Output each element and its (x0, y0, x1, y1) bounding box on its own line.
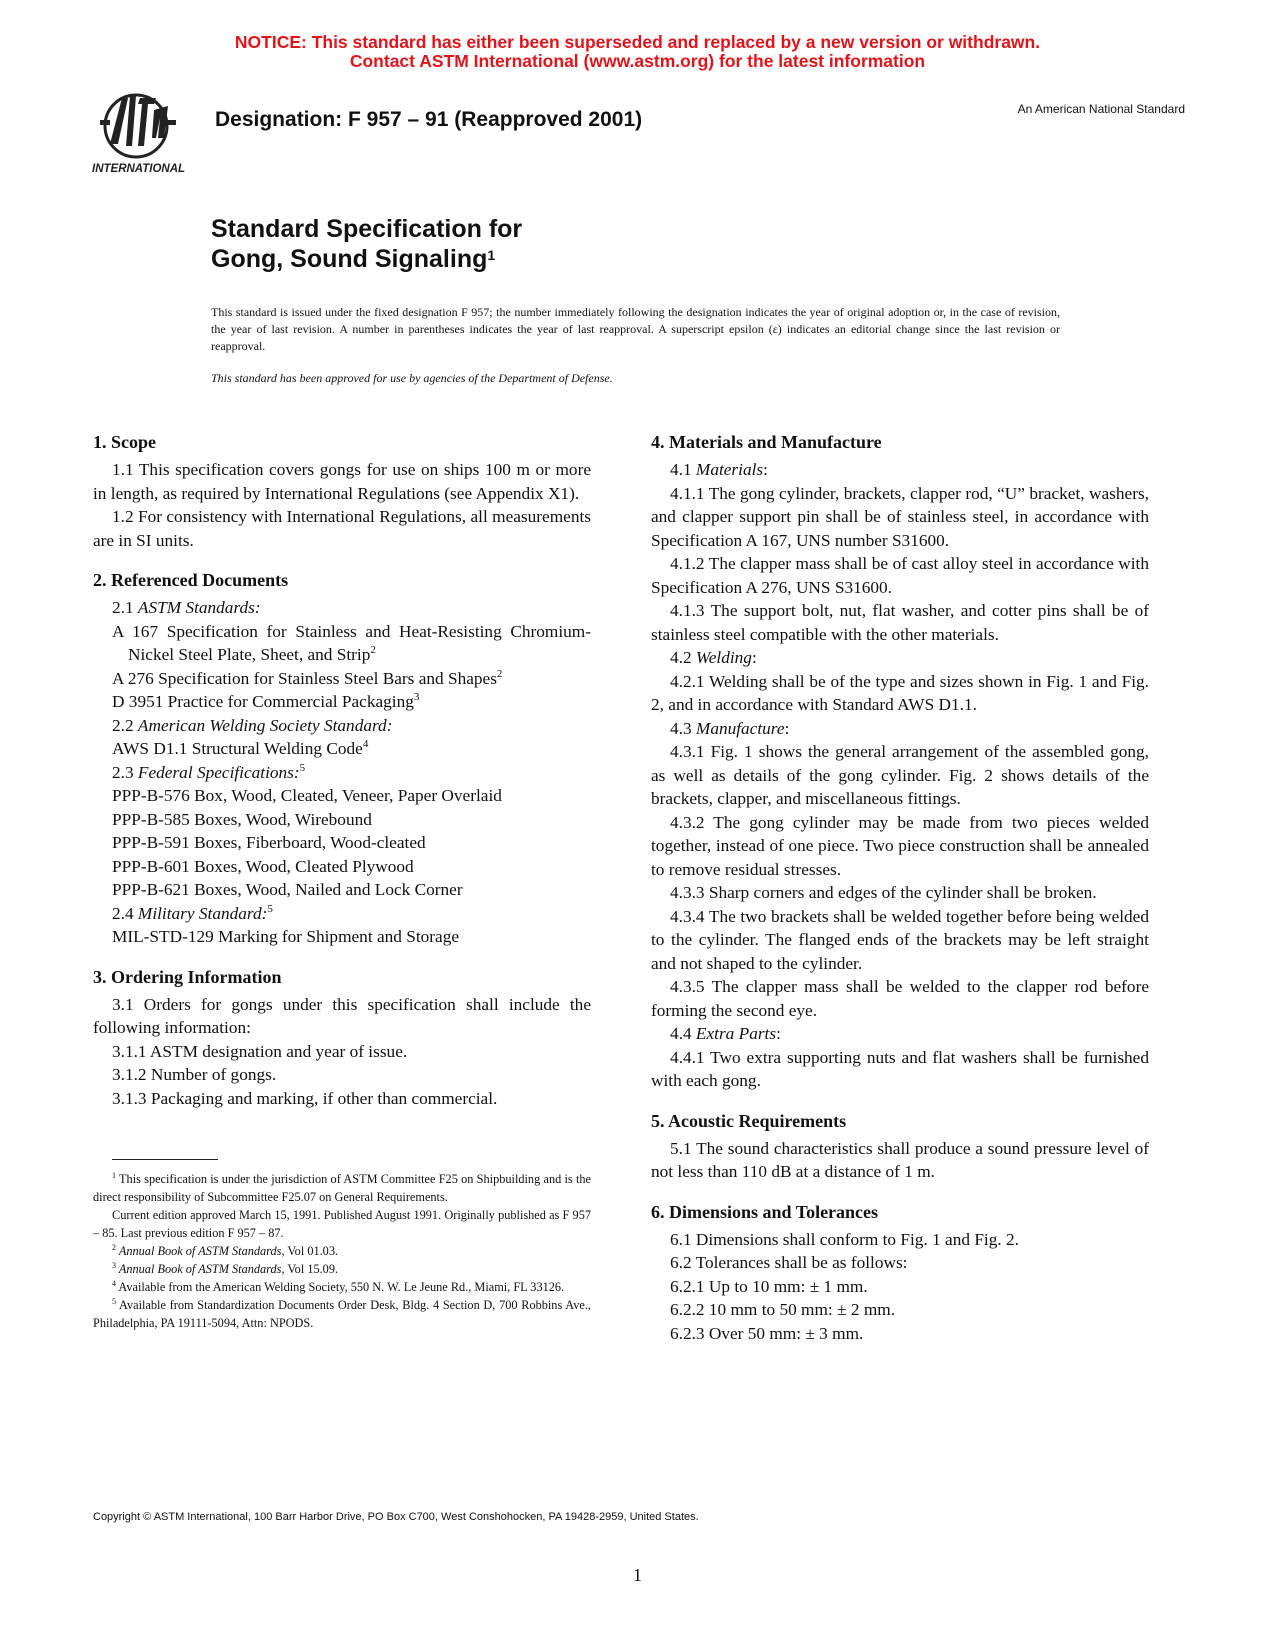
paragraph: 4.1.2 The clapper mass shall be of cast alloy steel in accordance with Specification A 276, UNS S31600. (651, 554, 1149, 597)
paragraph: 4.3.5 The clapper mass shall be welded to the clapper rod before forming the second eye. (651, 977, 1149, 1020)
paragraph: 4.3.4 The two brackets shall be welded together before being welded to the cylinder. The flanged ends of the brackets may be left straight and not shaped to the cylinder. (651, 906, 1149, 973)
footnote: Current edition approved March 15, 1991. Published August 1991. Originally published as F 957 – 85. Last previous edition F 957 – 87. (93, 1208, 591, 1240)
footnote: $^3$ Annual Book of ASTM Standards, Vol 15.09. (112, 1260, 339, 1276)
subsection: 4.4 Extra Parts: (670, 1024, 781, 1043)
designation: Designation: F 957 – 91 (Reapproved 2001) (215, 108, 643, 131)
dod-approval-note: This standard has been approved for use by agencies of the Department of Defense. (211, 371, 613, 385)
paragraph: 6.2.1 Up to 10 mm: ± 1 mm. (670, 1276, 868, 1296)
section-heading: 3. Ordering Information (93, 966, 282, 987)
section-heading: 6. Dimensions and Tolerances (651, 1201, 879, 1222)
logo-wordmark: INTERNATIONAL (92, 163, 186, 175)
title-line-2: Gong, Sound Signaling (211, 245, 488, 273)
section-heading: 1. Scope (93, 432, 156, 452)
paragraph: 3.1.3 Packaging and marking, if other than commercial. (112, 1088, 498, 1108)
paragraph: 6.1 Dimensions shall conform to Fig. 1 and Fig. 2. (670, 1229, 1019, 1249)
reference-item: PPP-B-601 Boxes, Wood, Cleated Plywood (112, 856, 414, 876)
paragraph: 4.2.1 Welding shall be of the type and sizes shown in Fig. 1 and Fig. 2, and in accordance with Standard AWS D1.1. (651, 671, 1149, 714)
footnote: $^1$ This specification is under the jurisdiction of ASTM Committee F25 on Shipbuilding and is the direct responsibility of Subcommittee F25.07 on General Requirements. (93, 1170, 591, 1204)
left-column (93, 430, 591, 1110)
footnote: $^5$ Available from Standardization Documents Order Desk, Bldg. 4 Section D, 700 Robbins Ave., Philadelphia, PA 19111-5094, Attn: NPODS. (93, 1296, 591, 1330)
paragraph: 1.1 This specification covers gongs for use on ships 100 m or more in length, as required by International Regulations (see Appendix X1). (93, 460, 591, 503)
subsection: 2.3 Federal Specifications:$^5$ (112, 761, 306, 782)
subsection: 2.2 American Welding Society Standard: (112, 715, 393, 735)
paragraph: 3.1 Orders for gongs under this specification shall include the following information: (93, 994, 591, 1037)
section-heading: 4. Materials and Manufacture (651, 432, 882, 452)
footnote: $^2$ Annual Book of ASTM Standards, Vol 01.03. (112, 1242, 339, 1258)
page-number: 1 (633, 1565, 642, 1585)
paragraph: 6.2 Tolerances shall be as follows: (670, 1253, 908, 1272)
section-heading: 5. Acoustic Requirements (651, 1110, 847, 1131)
subsection: 4.3 Manufacture: (670, 718, 790, 738)
reference-item: A 276 Specification for Stainless Steel Bars and Shapes$^2$ (112, 667, 503, 688)
astm-logo-icon (92, 86, 192, 178)
reference-item: A 167 Specification for Stainless and Heat-Resisting Chromium-Nickel Steel Plate, Sheet, and Strip$^2$ (112, 621, 591, 664)
reference-item: PPP-B-585 Boxes, Wood, Wirebound (112, 809, 372, 829)
withdrawn-notice (0, 33, 1275, 71)
copyright-line: Copyright © ASTM International, 100 Barr Harbor Drive, PO Box C700, West Conshohocken, PA 19428-2959, United States. (93, 1511, 699, 1523)
paragraph: 3.1.2 Number of gongs. (112, 1065, 277, 1084)
subsection: 2.1 ASTM Standards: (112, 598, 261, 617)
notice-line-1: NOTICE: This standard has either been superseded and replaced by a new version or withdrawn. (234, 32, 1041, 52)
subsection: 2.4 Military Standard:$^5$ (112, 902, 273, 923)
subsection: 4.2 Welding: (670, 648, 757, 667)
reference-item: PPP-B-621 Boxes, Wood, Nailed and Lock Corner (112, 880, 463, 899)
issuance-note: This standard is issued under the fixed designation F 957; the number immediately following the designation indicates the year of original adoption or, in the case of revision, the year of last revision. A number in parentheses indicates the year of last reapproval. A superscript epsilon (ε) indicates an editorial change since the last revision or reapproval. (211, 305, 1060, 353)
footnotes (93, 1170, 591, 1332)
notice-line-2: Contact ASTM International (www.astm.org) for the latest information (349, 51, 926, 71)
page-title (211, 214, 522, 274)
reference-item: PPP-B-591 Boxes, Fiberboard, Wood-cleated (112, 833, 426, 852)
title-footnote-mark: 1 (487, 247, 496, 263)
reference-item: PPP-B-576 Box, Wood, Cleated, Veneer, Paper Overlaid (112, 786, 502, 805)
paragraph: 1.2 For consistency with International Regulations, all measurements are in SI units. (93, 507, 591, 550)
footnote-divider (112, 1159, 218, 1160)
reference-item: MIL-STD-129 Marking for Shipment and Storage (112, 927, 460, 946)
paragraph: 4.1.1 The gong cylinder, brackets, clapper rod, “U” bracket, washers, and clapper support pin shall be of stainless steel, in accordance with Specification A 167, UNS number S31600. (651, 483, 1149, 550)
section-heading: 2. Referenced Documents (93, 570, 289, 590)
paragraph: 6.2.2 10 mm to 50 mm: ± 2 mm. (670, 1300, 896, 1319)
reference-item: AWS D1.1 Structural Welding Code$^4$ (112, 738, 369, 758)
paragraph: 4.4.1 Two extra supporting nuts and flat washers shall be furnished with each gong. (651, 1047, 1149, 1090)
paragraph: 4.1.3 The support bolt, nut, flat washer, and cotter pins shall be of stainless steel compatible with the other materials. (651, 601, 1149, 644)
right-column (651, 430, 1149, 1345)
paragraph: 3.1.1 ASTM designation and year of issue. (112, 1041, 408, 1061)
paragraph: 4.3.1 Fig. 1 shows the general arrangement of the assembled gong, as well as details of the gong cylinder. Fig. 2 shows details of the brackets, clapper, and miscellaneous fittings. (651, 742, 1149, 808)
subsection: 4.1 Materials: (670, 460, 768, 479)
footnote: $^4$ Available from the American Welding Society, 550 N. W. Le Jeune Rd., Miami, FL 33126. (112, 1278, 565, 1294)
paragraph: 6.2.3 Over 50 mm: ± 3 mm. (670, 1323, 864, 1343)
title-line-1: Standard Specification for (211, 215, 523, 243)
paragraph: 4.3.2 The gong cylinder may be made from two pieces welded together, instead of one piece. Two piece construction shall be annealed to remove residual stresses. (651, 812, 1149, 879)
paragraph: 5.1 The sound characteristics shall produce a sound pressure level of not less than 110 dB at a distance of 1 m. (651, 1138, 1149, 1181)
reference-item: D 3951 Practice for Commercial Packaging$^3$ (112, 691, 420, 711)
national-standard-label: An American National Standard (1017, 102, 1185, 116)
paragraph: 4.3.3 Sharp corners and edges of the cylinder shall be broken. (670, 883, 1097, 902)
